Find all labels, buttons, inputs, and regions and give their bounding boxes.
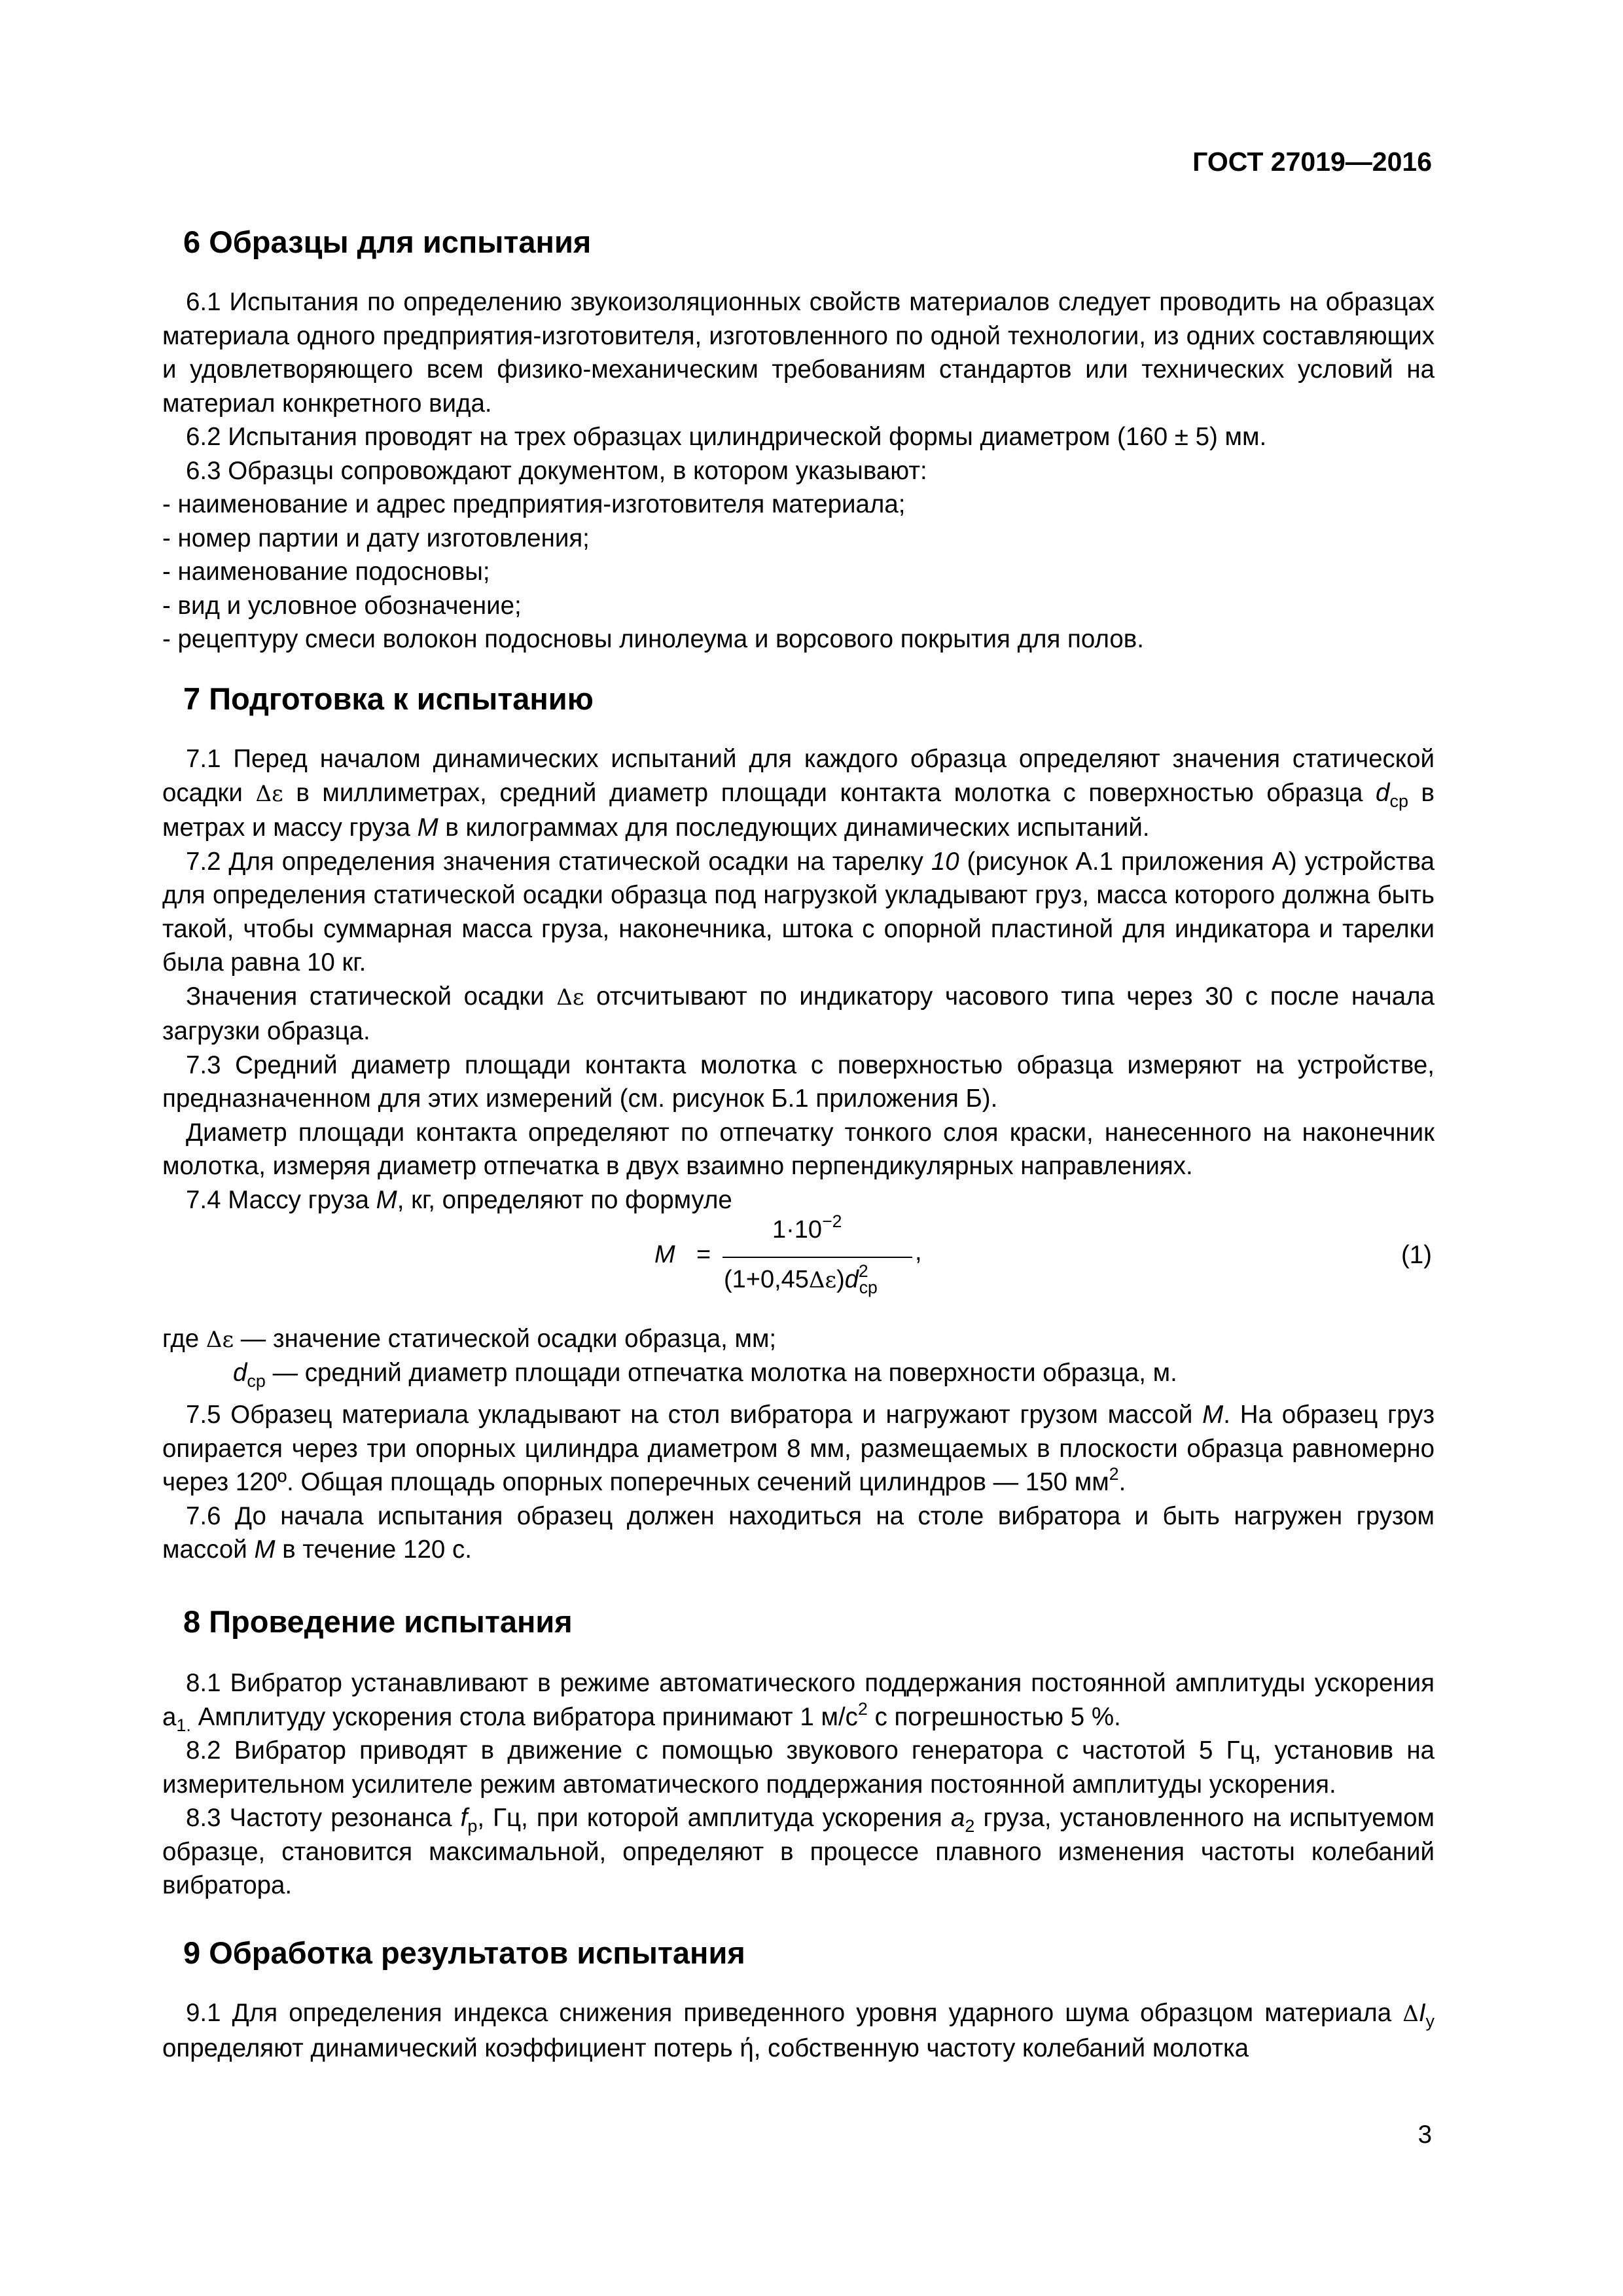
section-7-body-cont: [162, 1398, 1435, 1567]
paragraph-7-2-note: Значения статической осадки Δε отсчитывают по индикатору часового типа через 30 с после начала загрузки образца.: [162, 982, 1435, 1045]
standard-number: ГОСТ 27019—2016: [1192, 147, 1432, 177]
paragraph-7-4: 7.4 Массу груза M, кг, определяют по формуле: [186, 1185, 732, 1214]
section-6-body: [162, 285, 1435, 656]
paragraph-9-1: 9.1 Для определения индекса снижения приведенного уровня ударного шума образцом материала $\Delta I_у$ определяют динамический коэффициент потерь ή, собственную частоту колебаний молотка: [162, 1999, 1435, 2062]
paragraph-7-1: 7.1 Перед началом динамических испытаний для каждого образца определяют значения статической осадки Δε в миллиметрах, средний диаметр площади контакта молотка с поверхностью образца $d_{ср}$ в метрах и массу груза M в килограммах для последующих динамических испытаний.: [162, 745, 1435, 842]
paragraph-8-2: 8.2 Вибратор приводят в движение с помощью звукового генератора с частотой 5 Гц, установив на измерительном усилителе режим автоматического поддержания постоянной амплитуды ускорения.: [162, 1736, 1435, 1799]
list-item: - наименование и адрес предприятия-изготовителя материала;: [162, 490, 906, 518]
paragraph-6-3: 6.3 Образцы сопровождают документом, в котором указывают:: [186, 456, 927, 485]
section-9-heading: 9 Обработка результатов испытания: [183, 1935, 745, 1970]
section-9-body: [162, 1996, 1435, 2065]
formula-equals: =: [696, 1241, 711, 1268]
section-8-body: [162, 1666, 1435, 1903]
formula-number: (1): [1400, 1241, 1432, 1269]
section-7-heading: 7 Подготовка к испытанию: [183, 681, 594, 716]
paragraph-7-6: 7.6 До начала испытания образец должен находиться на столе вибратора и быть нагружен грузом массой M в течение 120 с.: [162, 1501, 1435, 1564]
page-number: 3: [1418, 2121, 1432, 2149]
formula-denominator: $(1+0,45\Delta\varepsilon)d^2_{ср}$: [724, 1261, 878, 1297]
where-line-1: где Δε — значение статической осадки образца, мм;: [162, 1325, 777, 1353]
paragraph-7-3: 7.3 Средний диаметр площади контакта молотка с поверхностью образца измеряют на устройстве, предназначенном для этих измерений (см. рисунок Б.1 приложения Б).: [162, 1050, 1435, 1113]
formula-comma: ,: [915, 1238, 922, 1266]
paragraph-8-3: 8.3 Частоту резонанса $f_р$, Гц, при которой амплитуда ускорения $a_2$ груза, установленного на испытуемом образце, становится максимальной, определяют в процессе плавного изменения частоты колебаний вибратора.: [162, 1804, 1435, 1899]
formula-1: [654, 1211, 982, 1301]
list-item: - вид и условное обозначение;: [162, 591, 522, 620]
list-item: - наименование подосновы;: [162, 558, 490, 586]
paragraph-8-1: 8.1 Вибратор устанавливают в режиме автоматического поддержания постоянной амплитуды ускорения $а_{1.}$ Амплитуду ускорения стола вибратора принимают 1 $м/с^2$ с погрешностью 5 %.: [162, 1669, 1435, 1735]
formula-numerator: $1\cdot 10^{-2}$: [772, 1211, 842, 1244]
paragraph-7-5: 7.5 Образец материала укладывают на стол вибратора и нагружают грузом массой M. На образец груз опирается через три опорных цилиндра диаметром 8 мм, размещаемых в плоскости образца равномерно через 120º. Общая площадь опорных поперечных сечений цилиндров — 150 $мм^2$.: [162, 1401, 1435, 1496]
paragraph-7-3-note: Диаметр площади контакта определяют по отпечатку тонкого слоя краски, нанесенного на наконечник молотка, измеряя диаметр отпечатка в двух взаимно перпендикулярных направлениях.: [162, 1118, 1435, 1180]
paragraph-7-2: 7.2 Для определения значения статической осадки на тарелку 10 (рисунок А.1 приложения А) устройства для определения статической осадки образца под нагрузкой укладывают груз, масса которого должна быть такой, чтобы суммарная масса груза, наконечника, штока с опорной пластиной для индикатора и тарелки была равна 10 кг.: [162, 847, 1435, 977]
fraction-bar: [722, 1257, 912, 1258]
section-7-body: [162, 742, 1435, 1217]
paragraph-6-1: 6.1 Испытания по определению звукоизоляционных свойств материалов следует проводить на образцах материала одного предприятия-изготовителя, изготовленного по одной технологии, из одних составляющих и удовлетворяющего всем физико-механическим требованиям стандартов или технических условий на материал конкретного вида.: [162, 288, 1435, 418]
list-item: - номер партии и дату изготовления;: [162, 524, 590, 552]
formula-lhs: M: [654, 1241, 675, 1268]
section-6-heading: 6 Образцы для испытания: [183, 224, 592, 259]
list-item: - рецептуру смеси волокон подосновы линолеума и ворсового покрытия для полов.: [162, 625, 1144, 653]
section-8-heading: 8 Проведение испытания: [183, 1604, 573, 1639]
where-line-2: $d_{ср}$ — средний диаметр площади отпечатка молотка на поверхности образца, м.: [233, 1359, 1177, 1391]
paragraph-6-2: 6.2 Испытания проводят на трех образцах цилиндрической формы диаметром (160 ± 5) мм.: [186, 423, 1267, 451]
